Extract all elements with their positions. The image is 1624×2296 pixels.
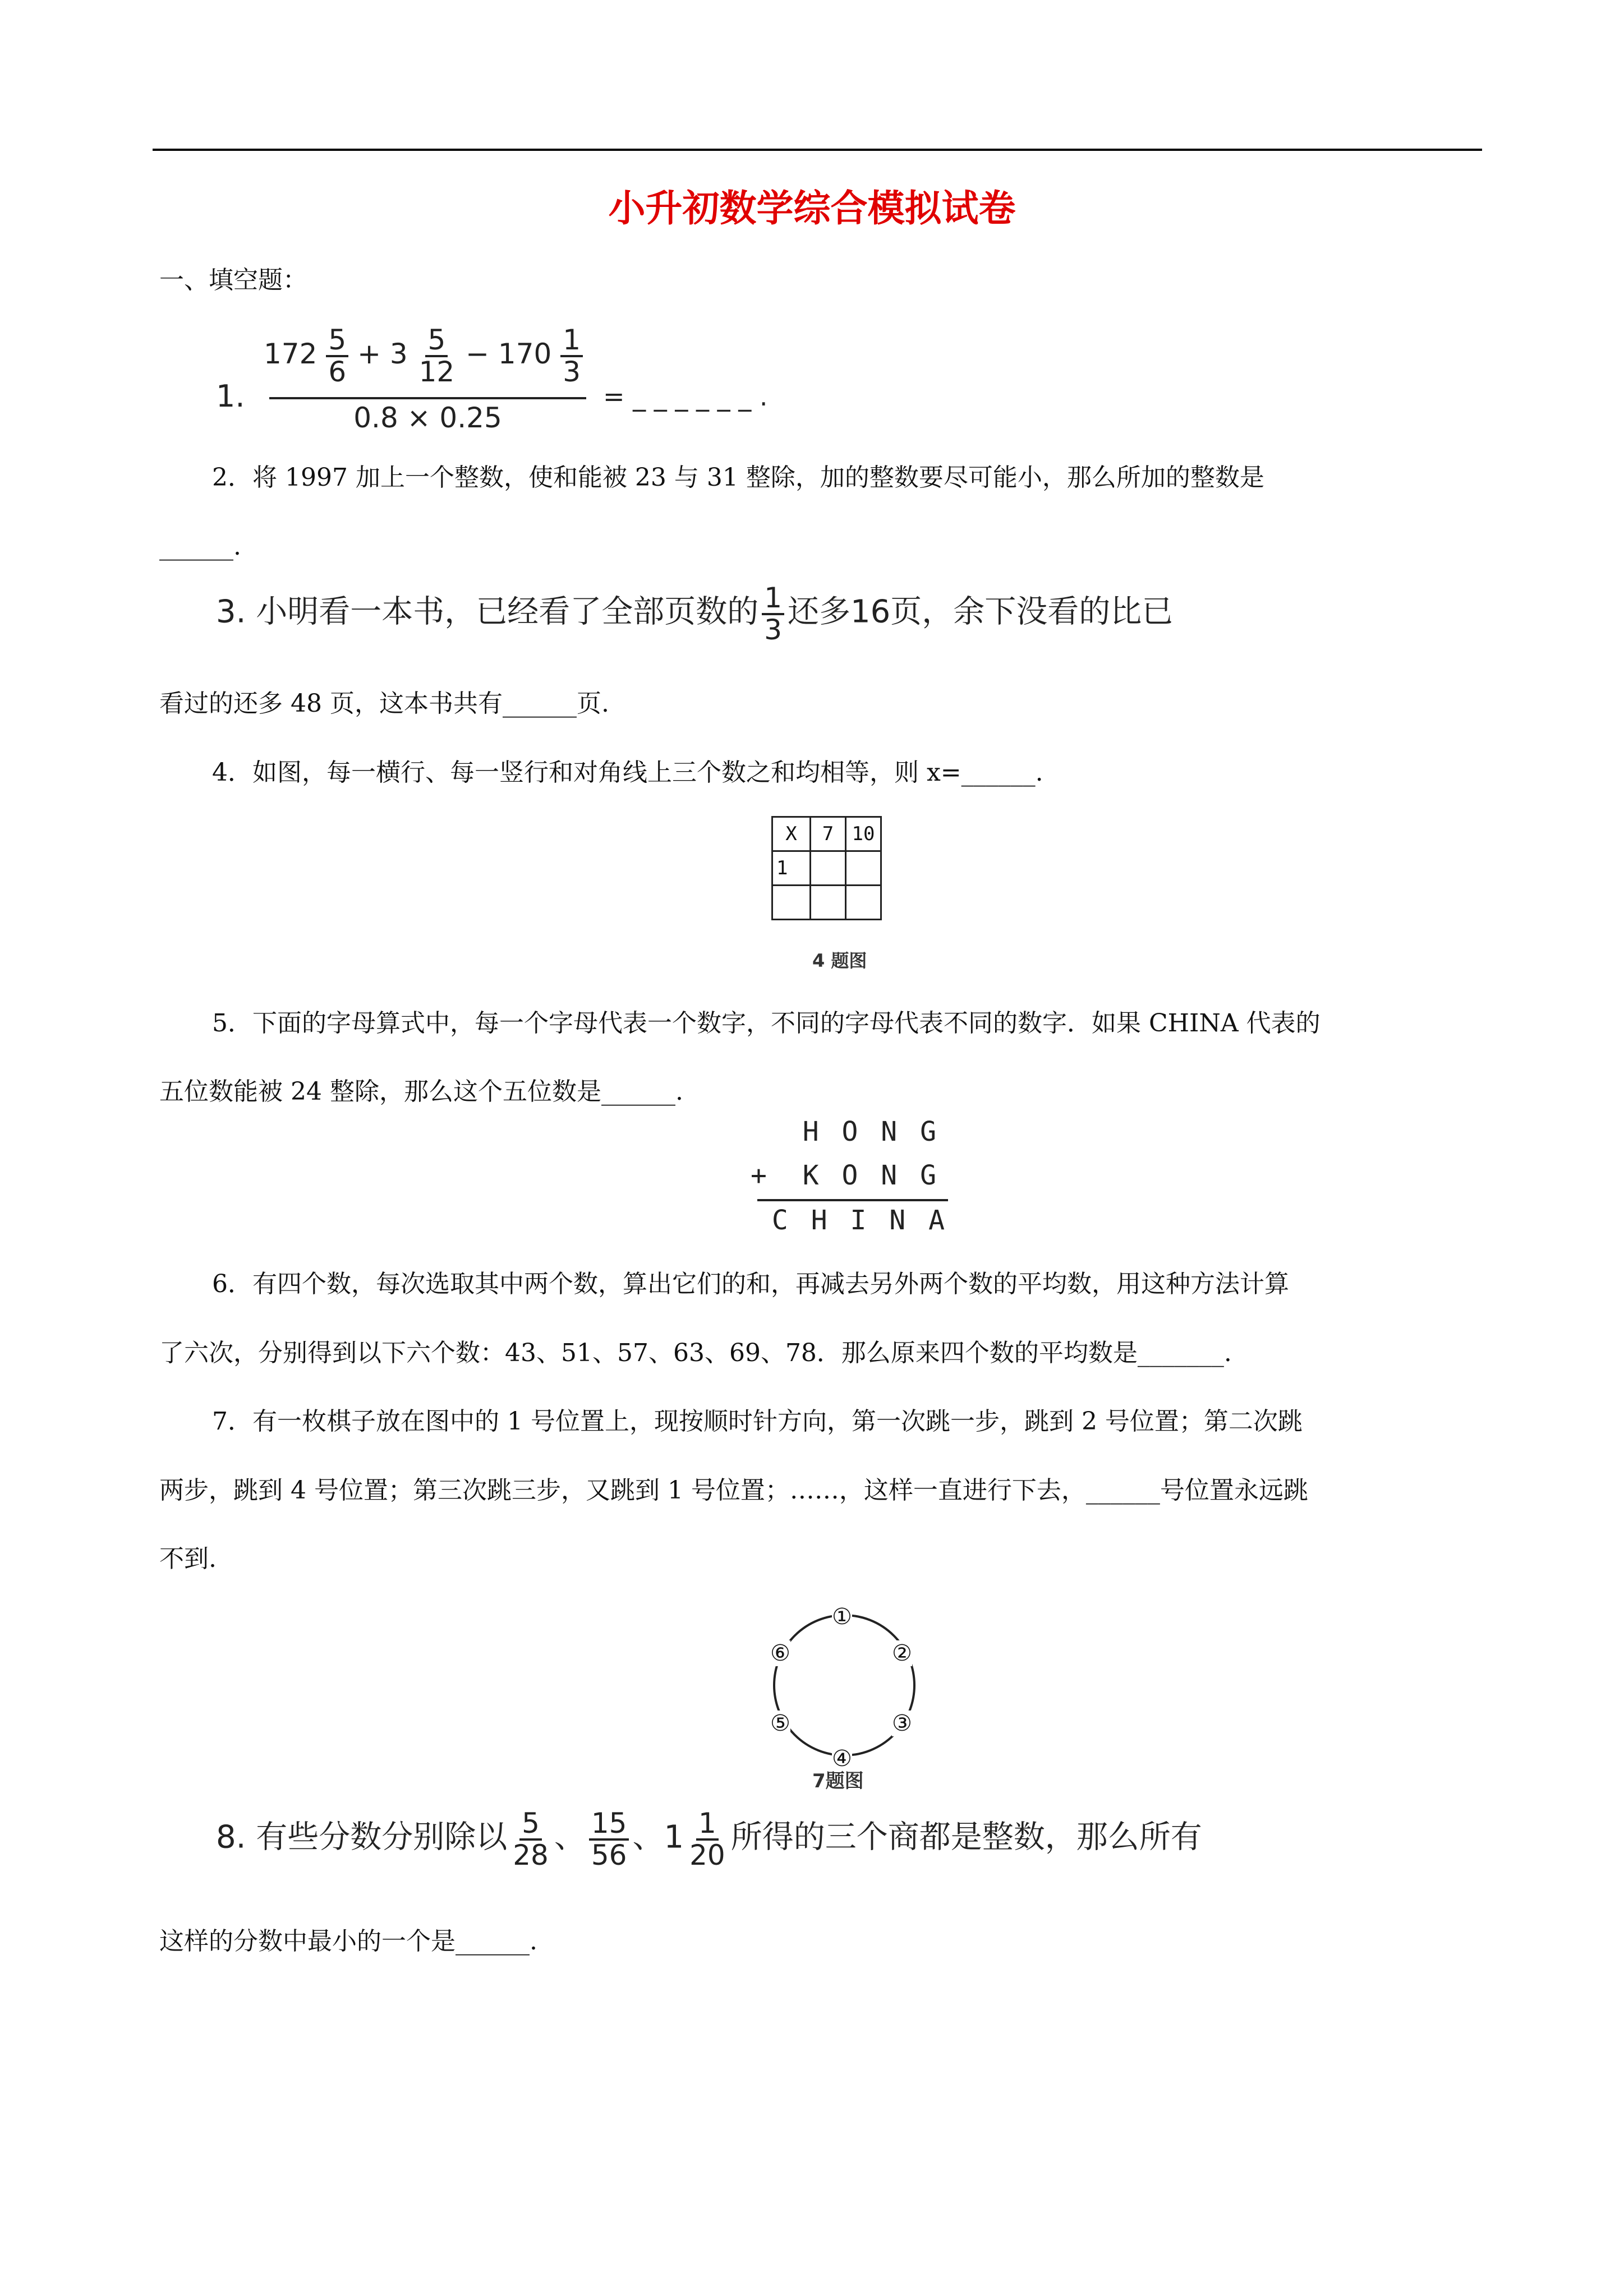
addend-1: H O N G (802, 1116, 940, 1147)
q3-text-post: 还多16页，余下没看的比已 (788, 593, 1174, 630)
jump-circle-diagram (760, 1601, 928, 1772)
numerator: 5 (519, 1809, 542, 1841)
grid-row (772, 817, 881, 851)
q1-op-2: − 170 (466, 338, 552, 370)
position-6: ⑥ (770, 1640, 790, 1666)
denominator: 6 (328, 355, 347, 388)
position-2: ② (892, 1640, 912, 1666)
grid-cell (846, 886, 881, 920)
q1-op-1: + 3 (357, 338, 408, 370)
grid-cell (772, 886, 811, 920)
grid-row (772, 851, 881, 886)
grid-cell (846, 851, 881, 886)
question-number: 1. (216, 379, 245, 414)
position-5: ⑤ (770, 1711, 790, 1736)
figure-caption-4: 4 题图 (812, 950, 867, 971)
sum-rule (757, 1199, 948, 1201)
grid-cell (811, 851, 846, 886)
header-rule (153, 149, 1482, 151)
addition-puzzle (746, 1116, 948, 1251)
numerator: 1 (696, 1809, 719, 1841)
denominator: 20 (689, 1838, 725, 1871)
question-6-line-2: 了六次，分别得到以下六个数：43、51、57、63、69、78．那么原来四个数的平均数是_______. (159, 1339, 1232, 1367)
question-2-line-2: ______. (159, 532, 241, 561)
magic-square-grid (771, 816, 882, 920)
position-1: ① (832, 1604, 852, 1630)
q8-text-pre: 8. 有些分数分别除以 (216, 1819, 508, 1856)
question-3-line-1 (216, 583, 1173, 644)
question-8-line-1 (216, 1809, 1202, 1870)
denominator: 3 (764, 613, 783, 646)
position-4: ④ (832, 1746, 852, 1772)
grid-row (772, 886, 881, 920)
sum-result: C H I N A (771, 1205, 948, 1236)
q1-fraction-bar (269, 397, 586, 399)
q1-numerator (264, 325, 583, 386)
question-7-line-2: 两步，跳到 4 号位置；第三次跳三步，又跳到 1 号位置；……，这样一直进行下去，______号位置永远跳 (159, 1476, 1308, 1505)
question-3-line-2: 看过的还多 48 页，这本书共有______页. (159, 689, 609, 718)
separator: 、 (632, 1819, 664, 1856)
q8-text-post: 所得的三个商都是整数，那么所有 (730, 1819, 1202, 1856)
denominator: 56 (591, 1838, 627, 1871)
grid-cell: 7 (811, 817, 846, 851)
grid-cell: 1 (772, 851, 811, 886)
question-7-line-1: 7．有一枚棋子放在图中的 1 号位置上，现按顺时针方向，第一次跳一步，跳到 2 号位置；第二次跳 (212, 1407, 1303, 1436)
q8-fraction-1 (510, 1809, 551, 1870)
page-title: 小升初数学综合模拟试卷 (608, 186, 1016, 230)
question-5-line-1: 5．下面的字母算式中，每一个字母代表一个数字，不同的字母代表不同的数字．如果 CHINA 代表的 (212, 1009, 1321, 1038)
question-7-line-3: 不到. (159, 1545, 217, 1573)
denominator: 3 (563, 355, 581, 388)
q8-fraction-2 (589, 1809, 629, 1870)
denominator: 28 (513, 1838, 549, 1871)
question-4: 4．如图，每一横行、每一竖行和对角线上三个数之和均相等，则 x=______. (212, 758, 1043, 787)
question-5-line-2: 五位数能被 24 整除，那么这个五位数是______. (159, 1077, 683, 1106)
q1-fraction-2 (417, 325, 457, 386)
q1-fraction-1 (326, 325, 348, 386)
figure-caption-7: 7题图 (812, 1770, 864, 1792)
section-heading: 一、填空题： (159, 266, 307, 294)
q1-fraction-3 (560, 325, 583, 386)
q1-whole-1: 172 (264, 338, 318, 370)
q1-denominator: 0.8 × 0.25 (353, 402, 502, 434)
denominator: 12 (418, 355, 455, 388)
question-1 (216, 325, 777, 437)
q8-whole: 1 (664, 1819, 684, 1856)
numerator: 1 (762, 583, 784, 615)
question-2-line-1: 2．将 1997 加上一个整数，使和能被 23 与 31 整除，加的整数要尽可能小，那么所加的整数是 (212, 463, 1264, 492)
grid-cell: X (772, 817, 811, 851)
numerator: 5 (425, 325, 448, 357)
q3-fraction (762, 583, 784, 644)
numerator: 15 (589, 1809, 629, 1841)
q8-fraction-3 (687, 1809, 728, 1870)
position-3: ③ (892, 1711, 912, 1736)
question-8-line-2: 这样的分数中最小的一个是______. (159, 1927, 537, 1956)
separator: 、 (554, 1819, 586, 1856)
plus-sign: + (751, 1160, 767, 1191)
q1-answer-blank: = _ _ _ _ _ _ . (603, 381, 768, 412)
question-6-line-1: 6．有四个数，每次选取其中两个数，算出它们的和，再减去另外两个数的平均数，用这种方法计算 (212, 1270, 1289, 1298)
grid-cell (811, 886, 846, 920)
q3-text-pre: 3. 小明看一本书，已经看了全部页数的 (216, 593, 759, 630)
addend-2: K O N G (802, 1160, 940, 1191)
numerator: 1 (560, 325, 583, 357)
numerator: 5 (326, 325, 348, 357)
grid-cell: 10 (846, 817, 881, 851)
